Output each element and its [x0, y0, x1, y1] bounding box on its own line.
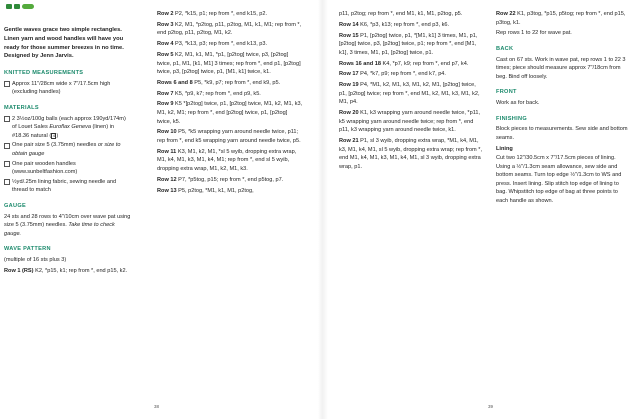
back-text: Cast on 67 sts. Work in wave pat, rep rows 1 to 22 3 times; piece should measure approx 7"/18cm from beg. Bind off loosely. [496, 56, 626, 80]
list-item: 2 3½oz/100g balls (each approx 190yd/174m) of Louet Sales Euroflax Geneva (linen) in #18.36 natural ( 4 ) [4, 115, 132, 141]
pattern-row: Row 14 K6, *p3, k13; rep from *, end p3, k6. [339, 21, 450, 28]
page-number-left: 38 [154, 404, 160, 409]
yarn-pip-icon [14, 4, 20, 9]
page-gutter [318, 0, 328, 419]
pattern-row: p11, p2tog; rep from *, end M1, k1, M1, p2tog, p5. [339, 11, 463, 17]
back-heading: BACK [496, 45, 514, 52]
gauge-text: 24 sts and 28 rows to 4"/10cm over wave pat using size 5 (3.75mm) needles. Take time to check gauge. [4, 213, 131, 237]
pattern-row: Row 22 K1, p3tog, *p15, p5tog; rep from *, end p15, p3tog, k1. [496, 11, 626, 26]
checkbox-icon [4, 81, 10, 87]
pattern-row: Row 21 P1, sl 3 wyib, dropping extra wrap, *M1, k4, M1, k3, M1, k4, M1, sl 5 wyib, dropping extra wrap; rep from *, end M1, k4, M1, k3, M1, k4, M1, sl 3 wyib, dropping extra wrap, p1. [339, 138, 483, 170]
finishing-text: Block pieces to measurements. Sew side and bottom seams. [496, 126, 628, 141]
wave-pattern-heading: WAVE PATTERN [4, 246, 51, 253]
pattern-row: Row 1 (RS) K2, *p15, k1; rep from *, end p15, k2. [4, 267, 128, 274]
intro-text: Gentle waves grace two simple rectangles. Linen yarn and wood handles will have you ready for those summer breezes in no time. Designed by Jenn Jarvis. [4, 27, 124, 60]
pattern-row: Row 4 P3, *k13, p3; rep from *, end k13, p3. [157, 41, 268, 48]
column-left-1 [4, 10, 132, 277]
checkbox-icon [4, 116, 10, 122]
pattern-row: Row 11 K3, M1, k2, M1, *sl 5 wyib, dropping extra wrap, M1, k4, M1, k3, M1, k4, M1; rep from *, end sl 5 wyib, dropping extra wrap, M1, k2, M1, k3. [157, 148, 297, 172]
pattern-row: Rep rows 1 to 22 for wave pat. [496, 30, 572, 37]
list-item: ½yd/.25m lining fabric, sewing needle and thread to match [4, 178, 132, 195]
pattern-row: Row 10 P5, *k5 wrapping yarn around needle twice, p11; rep from *, end k5 wrapping yarn around needle twice, p5. [157, 129, 301, 145]
yarn-pip-wide-icon [22, 4, 34, 9]
column-left-2 [157, 10, 303, 197]
materials-heading: MATERIALS [4, 104, 39, 111]
wave-multiple: (multiple of 16 sts plus 3) [4, 256, 67, 263]
pattern-row: Row 15 P1, [p2tog] twice, p1, *[M1, k1] 3 times, M1, p1, [p2tog] twice, p3, [p2tog] twice, p1; rep from *, end [M1, k1], 3 times, M1, p1, [p2tog] twice, p1. [339, 32, 478, 56]
column-right-2 [496, 10, 630, 208]
column-right-1 [339, 10, 485, 174]
yarn-weight-indicator [6, 4, 34, 9]
pattern-row: Row 13 P5, p2tog, *M1, k1, M1, p2tog, [157, 187, 254, 194]
pattern-row: Row 20 K1, k3 wrapping yarn around needle twice, *p11, k5 wrapping yarn around needle twice; rep from *, end p11, k3 wrapping yarn around needle twice, k1. [339, 110, 481, 134]
list-item: Approx 11"/28cm wide x 7"/17.5cm high (excluding handles) [4, 80, 132, 97]
pattern-row: Rows 6 and 8 P5, *k9, p7; rep from *, end k9, p5. [157, 79, 281, 86]
pattern-row: Row 9 K5 *[p2tog] twice, p1, [p2tog] twice, M1, k2, M1, k3, M1, k2, M1; rep from *, end [p2tog] twice, p1, [p2tog] twice, k5. [157, 101, 303, 125]
pattern-row: Row 17 P4, *k7, p9; rep from *, end k7, p4. [339, 71, 446, 78]
gauge-note: Take time to check gauge. [4, 222, 115, 237]
pattern-row: Row 5 K2, M1, k1, M1, *p1, [p2tog] twice, p3, [p2tog] twice, p1, M1, [k1, M1] 3 times; rep from *, end p1, [p2tog] twice, p3, [p2tog] twice, p1, [M1, k1] twice, k1. [157, 51, 301, 76]
yarn-weight-symbol: 4 [52, 132, 55, 138]
lining-heading: Lining [496, 145, 513, 152]
page-number-right: 39 [488, 404, 494, 409]
checkbox-icon [4, 143, 10, 149]
measurements-heading: KNITTED MEASUREMENTS [4, 70, 84, 77]
finishing-heading: FINISHING [496, 115, 527, 122]
gauge-heading: GAUGE [4, 202, 27, 209]
pattern-row: Row 7 K5, *p9, k7; rep from *, end p9, k5. [157, 90, 261, 97]
list-item: One pair size 5 (3.75mm) needles or size to obtain gauge [4, 141, 132, 158]
front-heading: FRONT [496, 89, 517, 96]
pattern-row: Rows 16 and 18 K4, *p7, k9; rep from *, end p7, k4. [339, 60, 469, 67]
list-item: One pair wooden handles (www.sunbeltfashion.com) [4, 160, 132, 177]
yarn-pip-icon [6, 4, 12, 9]
pattern-row: Row 12 P7, *p5tog, p15; rep from *, end p5tog, p7. [157, 176, 284, 183]
pattern-row: Row 2 P2, *k15, p1; rep from *, end k15, p2. [157, 11, 268, 17]
pattern-row: Row 3 K2, M1, *p2tog, p11, p2tog, M1, k1, M1; rep from *, end p2tog, p11, p2tog, M1, k2. [157, 21, 302, 37]
front-text: Work as for back. [496, 99, 540, 106]
lining-text: Cut two 12"/30.5cm x 7"/17.5cm pieces of lining. Using a ½"/1.3cm seam allowance, sew side and bottom seams. Turn top edge ½"/1.3cm to WS and press. Insert lining. Slip stitch top edge of lining to bag. Whipstitch top edge of bag at three points to each handle as shown. [496, 155, 622, 205]
checkbox-icon [4, 179, 10, 185]
pattern-row: Row 19 P4, *M1, k2, M1, k3, M1, k2, M1, [p2tog] twice, p1, [p2tog] twice; rep from *, end M1, k2, M1, k3, M1, k2, M1, p4. [339, 82, 480, 106]
checkbox-icon [4, 161, 10, 167]
